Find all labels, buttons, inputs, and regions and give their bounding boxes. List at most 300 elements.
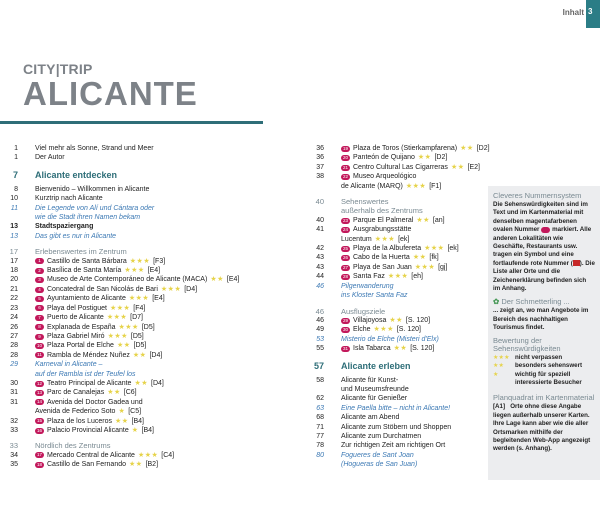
page-ref: 11 <box>10 204 18 212</box>
entry-title: Museo de Arte Contemporáneo de Alicante (MACA) <box>47 276 208 284</box>
entry-title: Pilgerwanderung <box>341 282 394 290</box>
toc-entry <box>306 235 488 244</box>
rating-title: Bewertung der Sehenswürdigkeiten <box>493 335 561 354</box>
star-rating-icon: ★★★ <box>405 182 427 190</box>
star-rating-icon: ★★ <box>134 379 148 387</box>
toc-sight <box>0 323 260 332</box>
map-grid-ref: [D4] <box>151 379 164 387</box>
page-ref: 10 <box>10 195 18 203</box>
red-number-icon <box>573 260 580 266</box>
toc-section <box>0 169 260 181</box>
map-grid-ref: [D2] <box>476 145 490 152</box>
page-ref: 28 <box>10 342 18 350</box>
toc-entry <box>306 385 488 394</box>
map-grid-ref: [ek] <box>447 245 459 253</box>
star-rating-icon: ★★★ <box>374 235 396 243</box>
page-ref: 37 <box>316 163 324 171</box>
star-rating-icon: ★ <box>118 408 126 416</box>
star-rating-icon: ★★★ <box>373 326 394 334</box>
toc-entry <box>306 182 488 191</box>
page-ref: 36 <box>316 145 324 152</box>
toc-sight <box>0 294 260 303</box>
page-ref: 32 <box>10 417 18 425</box>
toc-sight <box>306 272 488 281</box>
toc-subsection <box>0 441 260 450</box>
sight-number-badge: 5 <box>35 296 44 302</box>
toc-entry <box>306 394 488 403</box>
toc-sight <box>306 144 488 153</box>
sight-number-badge: 12 <box>36 380 42 386</box>
page-ref: 58 <box>316 376 324 384</box>
star-rating-icon: ★★ <box>450 163 465 171</box>
entry-title: Panteón de Quijano <box>353 154 415 162</box>
toc-feature <box>0 360 260 369</box>
entry-title: Plaza de los Luceros <box>47 417 112 425</box>
page-ref <box>0 213 18 222</box>
sight-number-badge: 29 <box>342 317 348 323</box>
entry-title: Parque El Palmeral <box>353 216 414 224</box>
entry-title: Erlebenswertes im Zentrum <box>35 247 127 257</box>
map-grid-ref: [ek] <box>398 235 410 243</box>
toc-entry <box>306 376 488 385</box>
toc-entry <box>0 185 260 194</box>
page-ref: 33 <box>10 426 18 434</box>
entry-title: auf der Rambla ist der Teufel los <box>35 370 136 378</box>
entry-title: Cabo de la Huerta <box>353 254 410 262</box>
star-rating-icon: ★★★ <box>124 267 145 275</box>
entry-title: außerhalb des Zentrums <box>341 206 423 216</box>
legend-row: ★ wichtig für speziell interessierte Besucher <box>493 370 582 386</box>
star-rating-icon: ★★ <box>393 345 408 353</box>
entry-title: Ayuntamiento de Alicante <box>47 295 126 303</box>
toc-sight <box>0 332 260 341</box>
entry-title: Palacio Provincial Alicante <box>47 426 129 434</box>
entry-title: Elche <box>353 326 371 334</box>
page-ref: 24 <box>10 314 18 322</box>
toc-left-column <box>0 144 260 470</box>
toc-sight <box>0 379 260 388</box>
star-rating-icon: ★★ <box>132 351 147 359</box>
page-ref: 33 <box>9 441 18 451</box>
page-ref: 41 <box>316 226 324 234</box>
page-ref <box>306 182 324 191</box>
numbering-system-title: Cleveres Nummernsystem <box>493 191 582 200</box>
page-ref: 13 <box>10 223 18 231</box>
star-rating-icon: ★★★ <box>137 451 159 459</box>
sight-number-badge: 15 <box>36 418 42 424</box>
entry-title: Alicante erleben <box>341 360 411 371</box>
page-ref: 26 <box>10 323 18 331</box>
page-ref: 40 <box>316 216 324 224</box>
grid-title: Planquadrat im Kartenmaterial <box>493 393 595 403</box>
entry-title: Avenida de Federico Soto <box>35 408 116 416</box>
page-ref: 55 <box>316 345 324 353</box>
page-ref: 17 <box>9 247 18 257</box>
star-rating-icon: ★★ <box>129 461 143 469</box>
map-grid-ref: [S. 120] <box>405 316 431 324</box>
toc-sight <box>0 460 260 469</box>
toc-sight <box>0 417 260 426</box>
map-grid-ref: [S. 120] <box>410 345 435 353</box>
entry-title: wie die Stadt ihren Namen bekam <box>35 214 141 222</box>
toc-subsection <box>306 307 488 316</box>
star-rating-icon: ★★ <box>116 342 131 350</box>
toc-sight <box>306 263 488 272</box>
sight-number-badge: 22 <box>342 173 348 179</box>
series-name: CITY|TRIP <box>23 61 93 77</box>
toc-sight <box>306 244 488 253</box>
star-rating-icon: ★★★ <box>109 304 131 312</box>
map-grid-ref: [an] <box>432 216 445 224</box>
star-rating-icon: ★★ <box>389 316 403 324</box>
sight-number-badge: 27 <box>342 264 348 270</box>
page-ref <box>306 460 324 469</box>
entry-title: de Alicante (MARQ) <box>341 182 403 190</box>
page-ref <box>306 385 324 394</box>
toc-sight <box>306 172 488 181</box>
toc-sight <box>306 253 488 262</box>
toc-sight <box>0 351 260 360</box>
entry-title: Villajoyosa <box>353 316 387 324</box>
star-rating-icon: ★★ <box>460 145 474 152</box>
entry-title: Nördlich des Zentrums <box>35 441 111 451</box>
page-number: 3 <box>586 0 600 28</box>
page-ref: 35 <box>10 461 18 469</box>
toc-feature <box>306 451 488 460</box>
entry-title: Das gibt es nur in Alicante <box>35 232 117 240</box>
map-grid-ref: [F4] <box>133 304 146 312</box>
sight-number-badge: 18 <box>36 461 42 467</box>
toc-entry <box>0 144 260 153</box>
sight-number-badge: 17 <box>36 452 42 458</box>
star-rating-icon: ★★★ <box>387 273 409 281</box>
toc-entry <box>306 413 488 422</box>
brand-title <box>23 62 198 111</box>
page-ref: 43 <box>316 254 324 262</box>
page-ref: 63 <box>316 404 324 412</box>
sight-number-badge: 30 <box>342 327 348 333</box>
sight-number-badge: 4 <box>35 287 44 293</box>
sight-number-badge: 19 <box>342 145 348 151</box>
entry-title: Alicante entdecken <box>35 169 118 180</box>
entry-title: Ausgrabungsstätte <box>353 226 412 234</box>
toc-sight <box>0 304 260 313</box>
page-ref: 13 <box>10 232 18 240</box>
toc-feature <box>306 404 488 413</box>
sight-number-badge: 14 <box>36 399 42 405</box>
star-rating-icon: ★ <box>131 426 139 434</box>
toc-feature <box>0 204 260 213</box>
star-rating-icon: ★★ <box>210 276 224 284</box>
entry-title: Castillo de Santa Bárbara <box>47 257 127 265</box>
map-grid-ref: [eh] <box>411 273 423 281</box>
star-rating-icon: ★★ <box>107 389 121 397</box>
sight-number-badge: 1 <box>35 258 44 264</box>
page-ref: 46 <box>316 316 324 324</box>
sight-number-badge: 25 <box>342 245 348 251</box>
toc-feature <box>306 282 488 291</box>
page-ref: 68 <box>316 414 324 422</box>
sight-number-badge: 11 <box>35 352 44 358</box>
legend-row: ★★ besonders sehenswert <box>493 362 583 370</box>
entry-title: Avenida del Doctor Gadea und <box>47 398 143 406</box>
page-ref: 28 <box>10 351 18 359</box>
page-ref: 31 <box>10 398 18 406</box>
toc-feature <box>0 370 260 379</box>
page-ref: 29 <box>10 361 18 369</box>
toc-sight <box>306 316 488 325</box>
sight-number-badge: 13 <box>36 390 42 396</box>
star-rating-icon: ★★★ <box>106 314 128 322</box>
page-ref <box>306 235 324 244</box>
map-grid-ref: [D5] <box>133 342 147 350</box>
page-header <box>563 0 600 28</box>
map-grid-ref: [D4] <box>149 351 163 359</box>
page-ref: 80 <box>316 451 324 459</box>
sight-number-badge: 6 <box>35 305 44 311</box>
page-ref: 27 <box>10 332 18 340</box>
sight-number-badge: 7 <box>35 315 44 321</box>
page-ref: 53 <box>316 335 324 343</box>
section-label: Inhalt <box>562 8 584 17</box>
sight-number-badge: 23 <box>342 217 348 223</box>
toc-entry <box>0 194 260 203</box>
entry-title: Alicante für Genießer <box>341 395 408 403</box>
page-ref: 36 <box>316 154 324 162</box>
toc-entry <box>0 407 260 416</box>
page-ref: 46 <box>316 282 324 290</box>
title-divider <box>0 121 263 124</box>
page-ref: 23 <box>10 304 18 312</box>
page-ref: 31 <box>10 389 18 397</box>
map-grid-ref: [E4] <box>152 295 165 303</box>
map-grid-ref: [B2] <box>145 461 159 469</box>
toc-entry <box>306 423 488 432</box>
toc-sight <box>0 257 260 266</box>
star-rating-icon: ★★★ <box>414 263 436 271</box>
sight-number-badge: 20 <box>342 155 348 161</box>
page-ref: 8 <box>14 185 18 193</box>
entry-title: Ausflugsziele <box>341 306 386 316</box>
sight-number-badge: 9 <box>35 334 44 340</box>
map-grid-ref: [C5] <box>128 408 142 416</box>
star-rating-icon: ★★★ <box>424 245 445 253</box>
star-rating-icon: ★★ <box>416 216 430 224</box>
entry-title: Plaza de Toros (Stierkampfarena) <box>353 145 458 152</box>
page-ref: 17 <box>10 257 18 265</box>
toc-sight <box>0 313 260 322</box>
map-grid-ref: [B4] <box>131 417 144 425</box>
page-ref: 30 <box>10 379 18 387</box>
page-ref: 34 <box>10 451 18 459</box>
page-ref: 20 <box>10 276 18 284</box>
toc-feature <box>306 291 488 300</box>
toc-sight <box>306 325 488 334</box>
toc-sight <box>0 398 260 407</box>
entry-title: Eine Paella bitte – nicht in Alicante! <box>341 404 451 412</box>
entry-title: Alicante für Kunst- <box>341 376 399 384</box>
sight-number-badge: 16 <box>36 427 42 433</box>
star-rating-icon: ★★★ <box>128 295 150 303</box>
toc-sight <box>0 285 260 294</box>
entry-title: (Hogueras de San Juan) <box>341 461 418 469</box>
city-title: ALICANTE <box>23 75 198 112</box>
toc-sight <box>0 451 260 460</box>
rating-legend <box>493 354 595 388</box>
page-ref: 40 <box>315 197 324 207</box>
star-rating-icon: ★★★ <box>160 285 182 293</box>
map-grid-ref: [S. 120] <box>396 326 421 334</box>
entry-title: ins Kloster Santa Faz <box>341 292 408 300</box>
toc-entry <box>306 432 488 441</box>
entry-title: Mercado Central de Alicante <box>47 451 135 459</box>
map-grid-ref: [D5] <box>141 323 155 331</box>
entry-title: Santa Faz <box>353 273 385 281</box>
magenta-badge-icon <box>541 227 550 233</box>
star-rating-icon: ★★ <box>114 417 129 425</box>
entry-title: und Museumsfreunde <box>341 385 409 393</box>
page-ref: 21 <box>10 285 18 293</box>
toc-middle-column <box>306 144 488 470</box>
toc-sight <box>306 216 488 225</box>
sight-number-badge: 8 <box>35 324 44 330</box>
star-icon: ★ <box>493 370 499 378</box>
page-ref: 7 <box>12 169 18 180</box>
sight-number-badge: 24 <box>342 226 348 232</box>
map-grid-ref: [B4] <box>141 426 154 434</box>
entry-title: Sehenswertes <box>341 197 389 207</box>
butterfly-title: ✿ Der Schmetterling ... <box>493 297 570 307</box>
map-grid-ref: [E4] <box>226 276 240 284</box>
toc-feature <box>0 213 260 222</box>
toc-sight <box>0 388 260 397</box>
map-grid-ref: [fk] <box>429 254 439 262</box>
map-grid-ref: [D5] <box>130 332 144 340</box>
entry-title: Playa del Postiguet <box>47 304 107 312</box>
page-ref: 71 <box>316 423 324 431</box>
entry-title: Centro Cultural Las Cigarreras <box>353 163 448 171</box>
sight-number-badge: 26 <box>342 255 348 261</box>
entry-title: Alicante zum Durchatmen <box>341 432 422 440</box>
map-grid-ref: [C6] <box>123 389 137 397</box>
star-icon: ★★★ <box>493 353 510 361</box>
entry-title: Basílica de Santa María <box>47 267 122 275</box>
entry-title: Castillo de San Fernando <box>47 461 126 469</box>
toc-sight <box>306 344 488 353</box>
toc-entry <box>0 153 260 162</box>
entry-title: Plaza Portal de Elche <box>47 342 114 350</box>
toc-feature <box>306 335 488 344</box>
toc-feature <box>0 232 260 241</box>
page-ref: 18 <box>10 267 18 275</box>
toc-sight <box>306 163 488 172</box>
entry-title: Concatedral de San Nicolás de Bari <box>47 285 158 293</box>
entry-title: Bienvenido – Willkommen in Alicante <box>35 185 150 193</box>
entry-title: Viel mehr als Sonne, Strand und Meer <box>35 145 154 152</box>
page-ref: 1 <box>14 145 18 152</box>
entry-title: Alicante zum Stöbern und Shoppen <box>341 423 452 431</box>
toc-sight <box>0 275 260 284</box>
sight-number-badge: 28 <box>342 273 348 279</box>
map-grid-ref: [E2] <box>467 163 480 171</box>
page-ref: 44 <box>316 273 324 281</box>
butterfly-icon: ✿ <box>493 297 500 307</box>
page-ref: 43 <box>316 263 324 271</box>
entry-title: Fogueres de Sant Joan <box>341 451 414 459</box>
entry-title: Der Autor <box>35 154 65 162</box>
sight-number-badge: 2 <box>35 268 44 274</box>
entry-title: Karneval in Alicante – <box>35 361 103 369</box>
butterfly-text: ... zeigt an, wo man Angebote im Bereich des nachhaltigen Tourismus findet. <box>493 307 589 332</box>
map-grid-ref: [C4] <box>161 451 175 459</box>
star-rating-icon: ★★ <box>417 154 432 162</box>
entry-title: Misterio de Elche (Misteri d'Elx) <box>341 335 439 343</box>
entry-title: Zur richtigen Zeit am richtigen Ort <box>341 442 446 450</box>
toc-sight <box>0 341 260 350</box>
entry-title: Parc de Canalejas <box>47 389 105 397</box>
toc-sight <box>306 225 488 234</box>
toc-subsection <box>0 247 260 256</box>
entry-title: Playa de la Albufereta <box>353 245 422 253</box>
map-grid-ref: [E4] <box>147 267 161 275</box>
grid-text: [A1] Orte ohne diese Angabe liegen außerhalb unserer Karten. Ihre Lage kann aber wie die aller Ortsmarken mithilfe der begleitenden Web-App angezeigt werden (s. Anhang). <box>493 403 591 453</box>
info-box <box>488 186 600 480</box>
sight-number-badge: 3 <box>35 277 44 283</box>
star-rating-icon: ★★★ <box>118 323 139 331</box>
sight-number-badge: 31 <box>342 345 348 351</box>
entry-title: Teatro Principal de Alicante <box>47 379 132 387</box>
star-icon: ★★ <box>493 362 505 370</box>
star-rating-icon: ★★★ <box>107 332 128 340</box>
entry-title: Alicante am Abend <box>341 414 400 422</box>
map-grid-ref: [D2] <box>434 154 448 162</box>
toc-subsection <box>306 197 488 206</box>
page-ref <box>0 407 18 416</box>
page-ref: 42 <box>316 245 324 253</box>
toc-feature <box>306 460 488 469</box>
page-ref: 49 <box>316 326 324 334</box>
page-ref: 1 <box>14 154 18 162</box>
map-grid-ref: [F1] <box>429 182 442 190</box>
page-ref: 62 <box>316 395 324 403</box>
page-ref <box>306 291 324 300</box>
map-grid-ref: [gj] <box>438 263 448 271</box>
page-ref: 78 <box>316 442 324 450</box>
map-grid-ref: [D7] <box>130 314 143 322</box>
page-ref: 57 <box>313 360 324 371</box>
entry-title: Die Legende von Alí und Cántara oder <box>35 204 155 212</box>
entry-title: Explanada de España <box>47 323 116 331</box>
entry-title: Playa de San Juan <box>353 263 412 271</box>
entry-title: Museo Arqueológico <box>353 173 417 181</box>
sight-number-badge: 10 <box>36 343 42 349</box>
numbering-system-text: Die Sehenswürdigkeiten sind im Text und im Kartenmaterial mit denselben magentafarbenen ovalen Nummer markiert. Alle anderen Lokalitäten wie Geschäfte, Restaurants usw. tragen ein Symbol und eine fortlaufende rote Nummer ( ). Die Liste aller Orte und die Zeichenerklärung befinden sich im Anhang. <box>493 201 595 293</box>
legend-row: ★★★ nicht verpassen <box>493 353 563 361</box>
entry-title: Puerto de Alicante <box>47 314 104 322</box>
star-rating-icon: ★★★ <box>129 257 151 265</box>
page-ref: 22 <box>10 295 18 303</box>
entry-title: Lucentum <box>341 235 372 243</box>
entry-title: Isla Tabarca <box>353 345 391 353</box>
page-ref <box>306 206 324 215</box>
star-rating-icon: ★★ <box>412 254 427 262</box>
toc-sight <box>0 266 260 275</box>
entry-title: Rambla de Méndez Nuñez <box>47 351 130 359</box>
map-grid-ref: [D4] <box>184 285 198 293</box>
toc-section <box>306 360 488 372</box>
page-ref: 46 <box>315 306 324 316</box>
toc-entry <box>0 222 260 231</box>
